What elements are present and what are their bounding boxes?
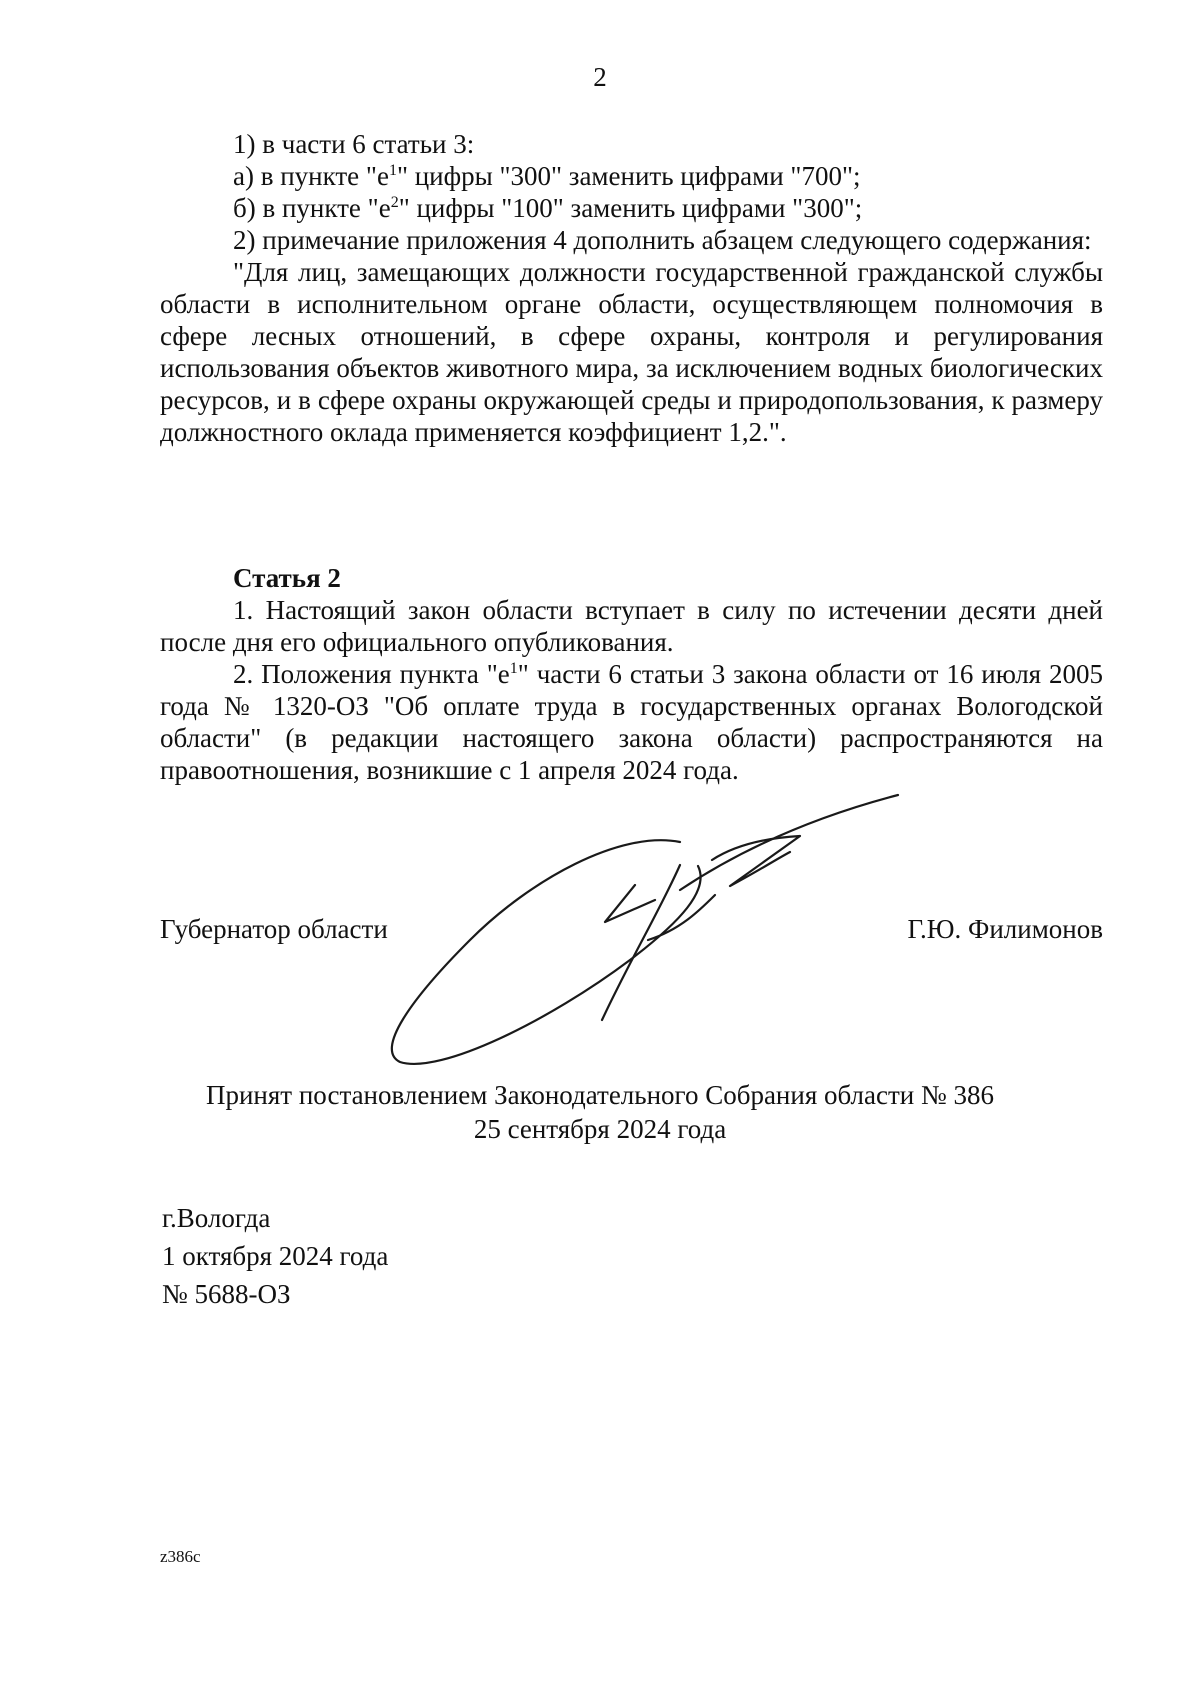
signatory-position: Губернатор области (160, 914, 388, 944)
document-code: z386c (160, 1547, 201, 1566)
item-1a: а) в пункте "$е^1$" цифры "300" заменить цифрами "700"; (233, 161, 861, 191)
place-date-block (162, 1199, 388, 1313)
article2-paragraph-1: 1. Настоящий закон области вступает в силу по истечении десяти дней после дня его официального опубликования. (160, 595, 1103, 657)
handwritten-signature (380, 790, 980, 1090)
item-2: 2) примечание приложения 4 дополнить абзацем следующего содержания: (233, 225, 1092, 255)
article-heading: Статья 2 (233, 563, 341, 593)
item-1b: б) в пункте "$е^2$" цифры "100" заменить цифрами "300"; (233, 193, 863, 223)
page-number: 2 (593, 62, 607, 92)
signing-date: 1 октября 2024 года (162, 1241, 389, 1271)
adoption-line-2: 25 сентября 2024 года (473, 1114, 727, 1144)
law-number: № 5688-ОЗ (162, 1279, 291, 1309)
adoption-line-1: Принят постановлением Законодательного Собрания области № 386 (205, 1080, 995, 1110)
signatory-name: Г.Ю. Филимонов (907, 914, 1103, 944)
city: г.Вологда (162, 1203, 271, 1233)
article1-items (160, 128, 1103, 448)
item-1: 1) в части 6 статьи 3: (233, 129, 475, 159)
adoption-note (0, 1078, 1200, 1146)
quoted-paragraph: "Для лиц, замещающих должности государственной гражданской службы области в исполнительном органе области, осуществляющем полномочия в сфере лесных отношений, в сфере охраны, контроля и регулирования использования объектов животного мира, за исключением водных биологических ресурсов, и в сфере охраны окружающей среды и природопользования, к размеру должностного оклада применяется коэффициент 1,2.". (160, 257, 1103, 447)
article2-paragraph-2: 2. Положения пункта "$е^1$" части 6 статьи 3 закона области от 16 июля 2005 года № 1320-ОЗ "Об оплате труда в государственных органах Вологодской области" (в редакции настоящего закона области) распространяются на правоотношения, возникшие с 1 апреля 2024 года. (160, 659, 1103, 785)
article-2 (160, 562, 1103, 786)
